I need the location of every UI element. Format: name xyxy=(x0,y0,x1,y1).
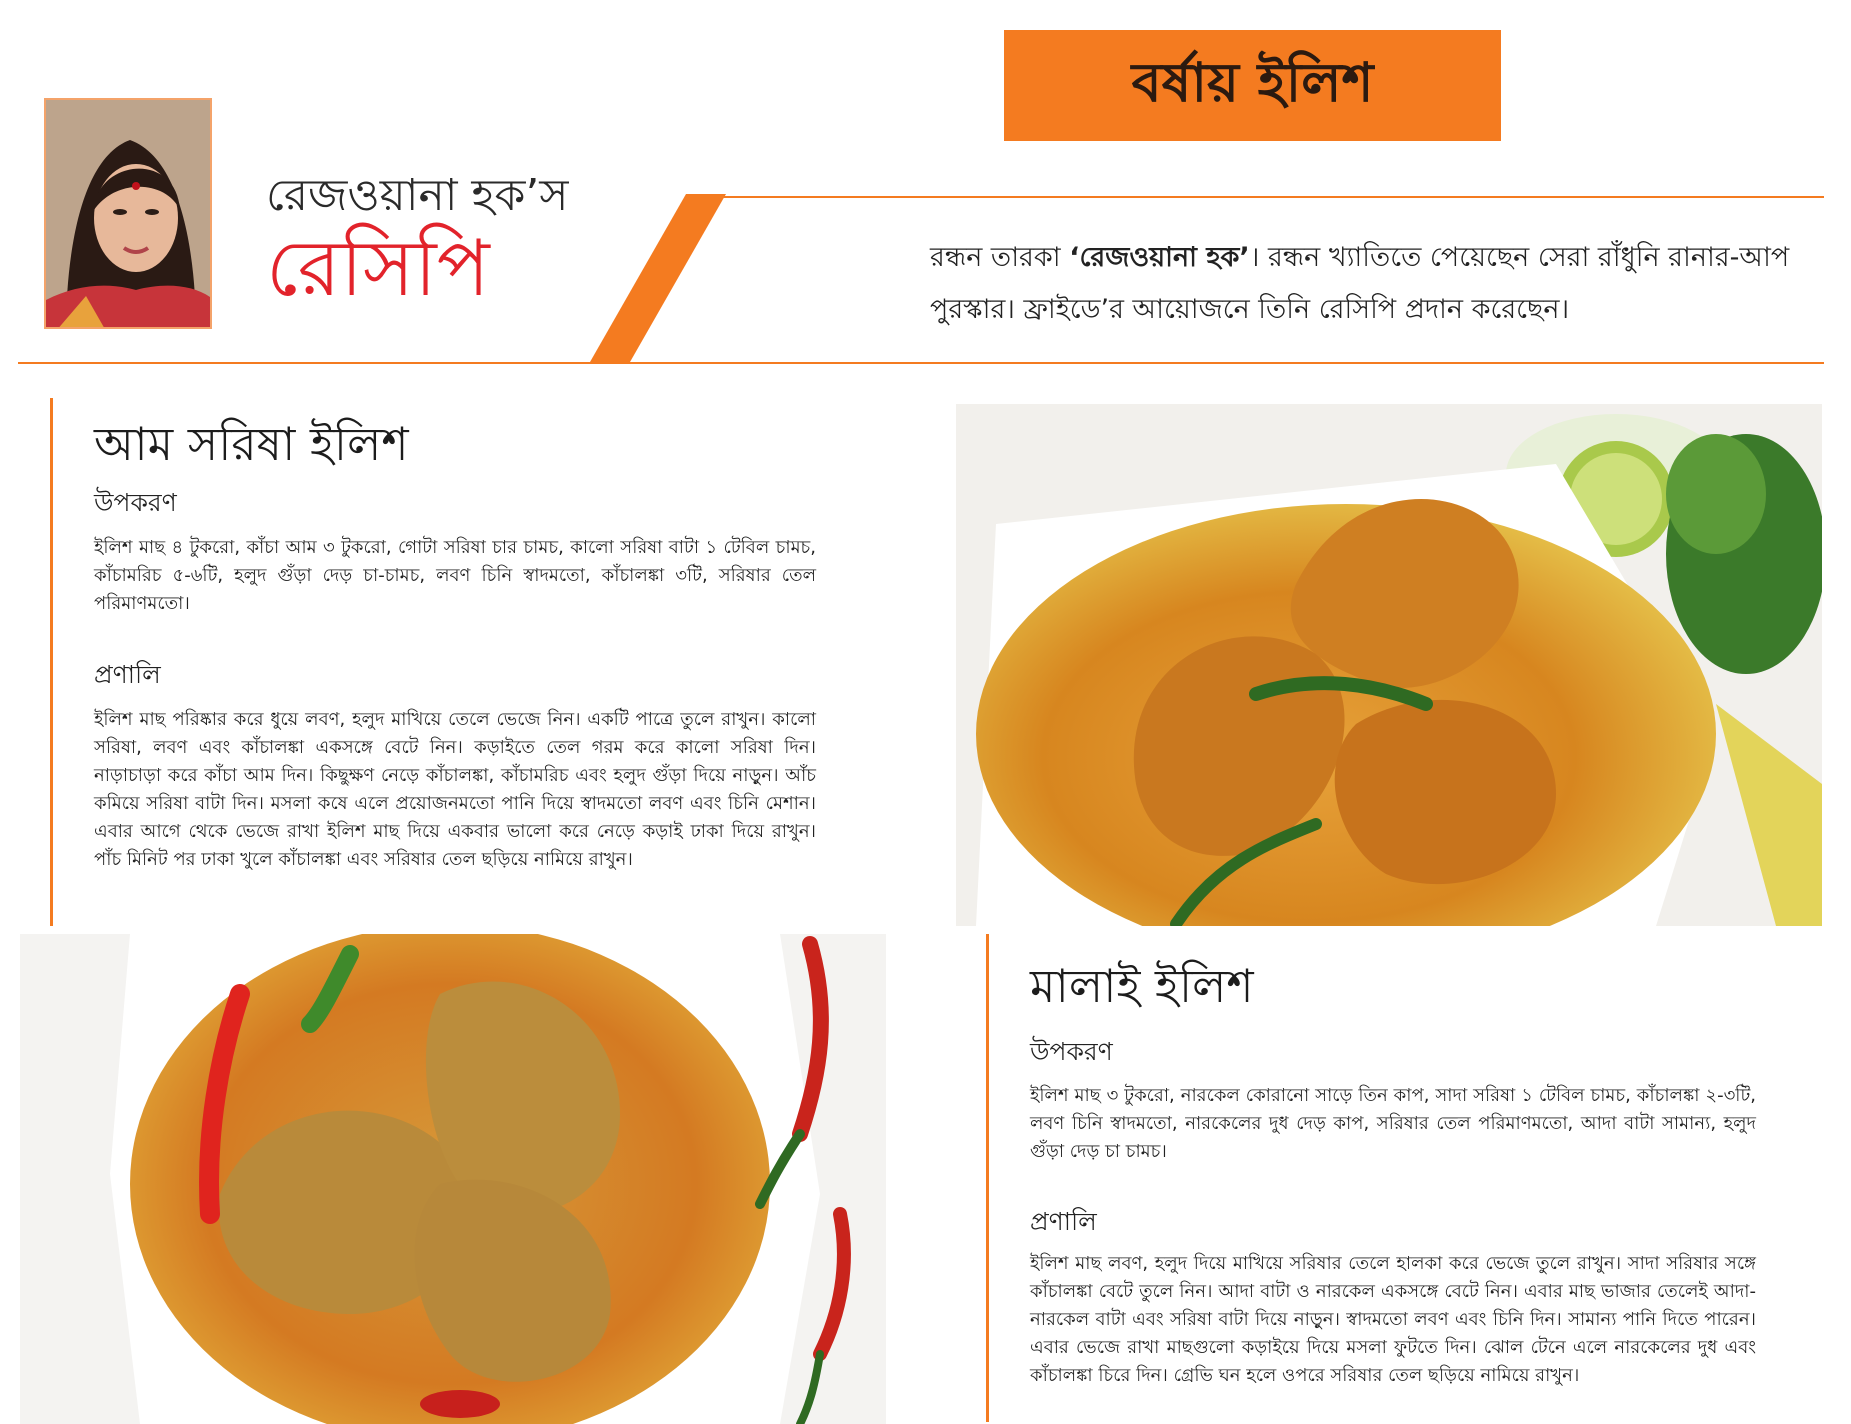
aam-sorisha-ilish-photo xyxy=(20,934,886,1424)
recipe1-method: ইলিশ মাছ পরিষ্কার করে ধুয়ে লবণ, হলুদ মাখিয়ে তেলে ভেজে নিন। একটি পাত্রে তুলে রাখুন। কালো সরিষা, লবণ এবং কাঁচালঙ্কা একসঙ্গে বেটে নিন। কড়াইতে তেল গরম করে কালো সরিষা দিন। নাড়াচাড়া করে কাঁচা আম দিন। কিছুক্ষণ নেড়ে কাঁচালঙ্কা, কাঁচামরিচ এবং হলুদ গুঁড়া দিয়ে নাড়ুন। আঁচ কমিয়ে সরিষা বাটা দিন। মসলা কষে এলে প্রয়োজনমতো পানি দিয়ে স্বাদমতো লবণ এবং চিনি মেশান। এবার আগে থেকে ভেজে রাখা ইলিশ মাছ দিয়ে একবার ভালো করে নেড়ে কড়াই ঢাকা দিয়ে রাখুন। পাঁচ মিনিট পর ঢাকা খুলে কাঁচালঙ্কা এবং সরিষার তেল ছড়িয়ে নামিয়ে রাখুন। xyxy=(94,709,816,870)
recipe2-ingredients: ইলিশ মাছ ৩ টুকরো, নারকেল কোরানো সাড়ে তিন কাপ, সাদা সরিষা ১ টেবিল চামচ, কাঁচালঙ্কা ২-৩টি, লবণ চিনি স্বাদমতো, নারকেলের দুধ দেড় কাপ, সরিষার তেল পরিমাণমতো, আদা বাটা সামান্য, হলুদ গুঁড়া দেড় চা চামচ। xyxy=(1030,1085,1756,1162)
author-portrait-illustration xyxy=(46,100,212,329)
chef-name: ‘রেজওয়ানা হক’ xyxy=(1069,242,1250,273)
left-column-rule xyxy=(50,398,53,926)
recipe1-ingredients: ইলিশ মাছ ৪ টুকরো, কাঁচা আম ৩ টুকরো, গোটা সরিষা চার চামচ, কালো সরিষা বাটা ১ টেবিল চামচ, কাঁচামরিচ ৫-৬টি, হলুদ গুঁড়া দেড় চা-চামচ, লবণ চিনি স্বাদমতো, কাঁচালঙ্কা ৩টি, সরিষার তেল পরিমাণমতো। xyxy=(94,537,816,614)
title-banner xyxy=(1004,30,1501,141)
header-rule-top xyxy=(686,196,1824,198)
header-rule-bottom xyxy=(18,362,1824,364)
page-title: বর্ষায় ইলিশ xyxy=(1131,50,1374,114)
recipe1-method-heading: প্রণালি xyxy=(94,660,161,689)
right-column-rule xyxy=(986,934,989,1422)
recipe2-title: মালাই ইলিশ xyxy=(1030,959,1254,1013)
recipe2-ingredients-heading: উপকরণ xyxy=(1030,1037,1113,1066)
recipe1-title: আম সরিষা ইলিশ xyxy=(94,417,409,471)
recipe1-ingredients-heading: উপকরণ xyxy=(94,488,177,517)
malai-ilish-dish-image xyxy=(956,404,1822,926)
malai-ilish-photo xyxy=(956,404,1822,926)
recipe2-method-heading: প্রণালি xyxy=(1030,1207,1097,1236)
intro-paragraph xyxy=(930,232,1810,336)
recipe-heading: রেসিপি xyxy=(266,224,490,314)
intro-rest: । রন্ধন খ্যাতিতে পেয়েছেন সেরা রাঁধুনি রানার-আপ পুরস্কার। ফ্রাইডে’র আয়োজনে তিনি রেসিপি প্রদান করেছেন। xyxy=(930,242,1790,325)
intro-lead: রন্ধন তারকা xyxy=(930,242,1070,273)
author-photo xyxy=(44,98,212,329)
aam-sorisha-ilish-dish-image xyxy=(20,934,886,1424)
recipe2-method: ইলিশ মাছ লবণ, হলুদ দিয়ে মাখিয়ে সরিষার তেলে হালকা করে ভেজে তুলে রাখুন। সাদা সরিষার সঙ্গে কাঁচালঙ্কা বেটে তুলে নিন। আদা বাটা ও নারকেল একসঙ্গে বেটে নিন। এবার মাছ ভাজার তেলেই আদা-নারকেল বাটা এবং সরিষা বাটা দিয়ে নাড়ুন। স্বাদমতো লবণ এবং চিনি দিন। সামান্য পানি দিতে পারেন। এবার ভেজে রাখা মাছগুলো কড়াইয়ে দিয়ে মসলা ফুটতে দিন। ঝোল টেনে এলে নারকেলের দুধ এবং কাঁচালঙ্কা চিরে দিন। গ্রেভি ঘন হলে ওপরে সরিষার তেল ছড়িয়ে নামিয়ে রাখুন। xyxy=(1030,1253,1756,1386)
author-byline: রেজওয়ানা হক’স xyxy=(266,170,569,221)
orange-slash-divider xyxy=(590,190,730,366)
